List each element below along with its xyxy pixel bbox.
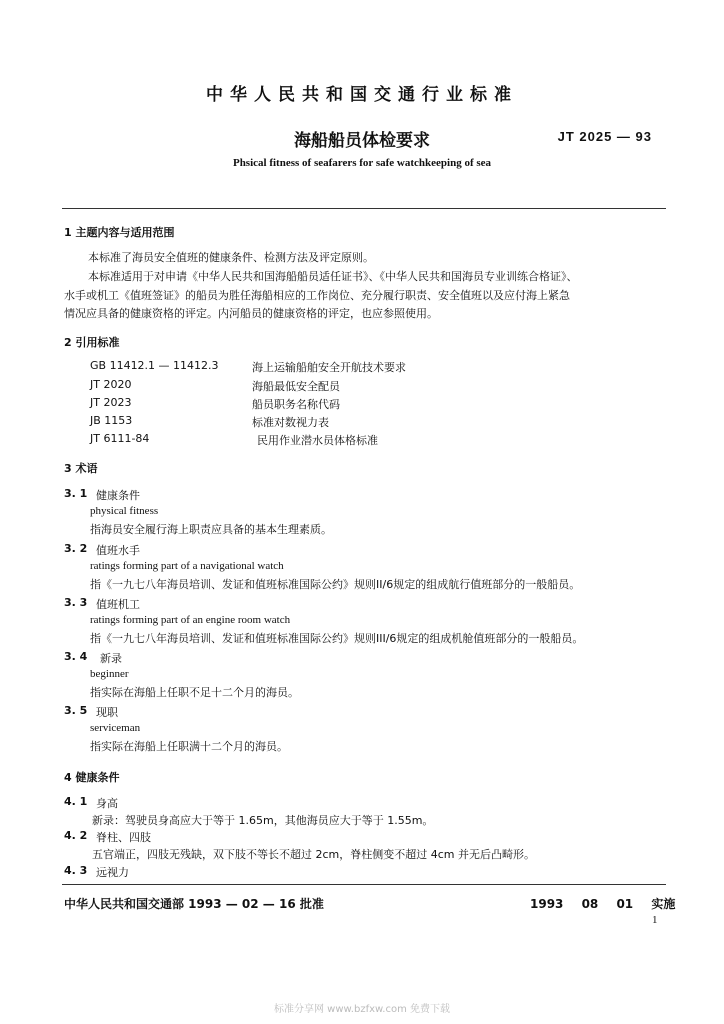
term-definition: 指实际在海船上任职不足十二个月的海员。: [90, 686, 299, 699]
item-heading: 脊柱、四肢: [96, 831, 151, 844]
reference-code: JT 2020: [90, 378, 132, 391]
reference-code: JT 2023: [90, 396, 132, 409]
watermark: 标准分享网 www.bzfxw.com 免费下载: [274, 1004, 450, 1015]
reference-title: 船员职务名称代码: [252, 398, 340, 411]
document-title-english: Phsical fitness of seafarers for safe watchkeeping of sea: [232, 157, 492, 169]
section-1-paragraph: 本标准了海员安全值班的健康条件、检测方法及评定原则。: [88, 251, 374, 264]
approval-line: 中华人民共和国交通部 1993 — 02 — 16 批准: [64, 897, 324, 911]
section-1-paragraph: 本标准适用于对申请《中华人民共和国海船船员适任证书》、《中华人民共和国海员专业训练合格证》、: [88, 270, 578, 283]
standard-category: 中华人民共和国交通行业标准: [206, 85, 518, 105]
section-1-paragraph: 水手或机工《值班签证》的船员为胜任海船相应的工作岗位、充分履行职责、安全值班以及应付海上紧急: [64, 289, 570, 302]
term-number: 3. 3: [64, 596, 88, 609]
standard-number: JT 2025 — 93: [557, 129, 652, 144]
reference-title: 民用作业潜水员体格标准: [257, 434, 378, 447]
implementation-date: 1993 08 01 实施: [530, 897, 676, 911]
reference-title: 标准对数视力表: [252, 416, 329, 429]
reference-title: 海船最低安全配员: [252, 380, 340, 393]
term-definition: 指《一九七八年海员培训、发证和值班标准国际公约》规则II/6规定的组成航行值班部分的一般船员。: [90, 578, 581, 591]
term-number: 3. 5: [64, 704, 88, 717]
section-1-paragraph: 情况应具备的健康资格的评定。内河船员的健康资格的评定，也应参照使用。: [64, 307, 438, 320]
term-chinese: 值班水手: [96, 544, 140, 557]
section-2-heading: 2 引用标准: [64, 336, 120, 349]
term-definition: 指海员安全履行海上职责应具备的基本生理素质。: [90, 523, 332, 536]
section-3-heading: 3 术语: [64, 462, 98, 475]
reference-code: JB 1153: [90, 414, 133, 427]
section-1-heading: 1 主题内容与适用范围: [64, 226, 175, 239]
term-number: 3. 1: [64, 487, 88, 500]
item-number: 4. 1: [64, 795, 88, 808]
term-chinese: 现职: [96, 706, 118, 719]
reference-code: GB 11412.1 — 11412.3: [90, 359, 219, 372]
reference-code: JT 6111-84: [90, 432, 150, 445]
term-english: ratings forming part of a navigational watch: [90, 560, 284, 572]
footer-rule: [62, 884, 666, 885]
item-heading: 身高: [96, 797, 118, 810]
term-english: beginner: [90, 668, 129, 680]
page-number: 1: [652, 914, 658, 926]
item-number: 4. 2: [64, 829, 88, 842]
term-number: 3. 2: [64, 542, 88, 555]
term-definition: 指《一九七八年海员培训、发证和值班标准国际公约》规则III/6规定的组成机舱值班部分的一般船员。: [90, 632, 584, 645]
term-english: serviceman: [90, 722, 141, 734]
document-title: 海船船员体检要求: [294, 131, 430, 151]
header-rule: [62, 208, 666, 209]
section-4-heading: 4 健康条件: [64, 771, 120, 784]
term-chinese: 健康条件: [96, 489, 140, 502]
term-number: 3. 4: [64, 650, 88, 663]
term-chinese: 新录: [100, 652, 122, 665]
item-text: 五官端正，四肢无残缺，双下肢不等长不超过 2cm，脊柱侧变不超过 4cm 并无后凸畸形。: [92, 848, 536, 861]
item-heading: 远视力: [96, 866, 129, 879]
item-number: 4. 3: [64, 864, 88, 877]
reference-title: 海上运输船舶安全开航技术要求: [252, 361, 406, 374]
item-text: 新录：驾驶员身高应大于等于 1.65m，其他海员应大于等于 1.55m。: [92, 814, 434, 827]
term-chinese: 值班机工: [96, 598, 140, 611]
term-english: ratings forming part of an engine room watch: [90, 614, 291, 626]
term-english: physical fitness: [90, 505, 159, 517]
term-definition: 指实际在海船上任职满十二个月的海员。: [90, 740, 288, 753]
